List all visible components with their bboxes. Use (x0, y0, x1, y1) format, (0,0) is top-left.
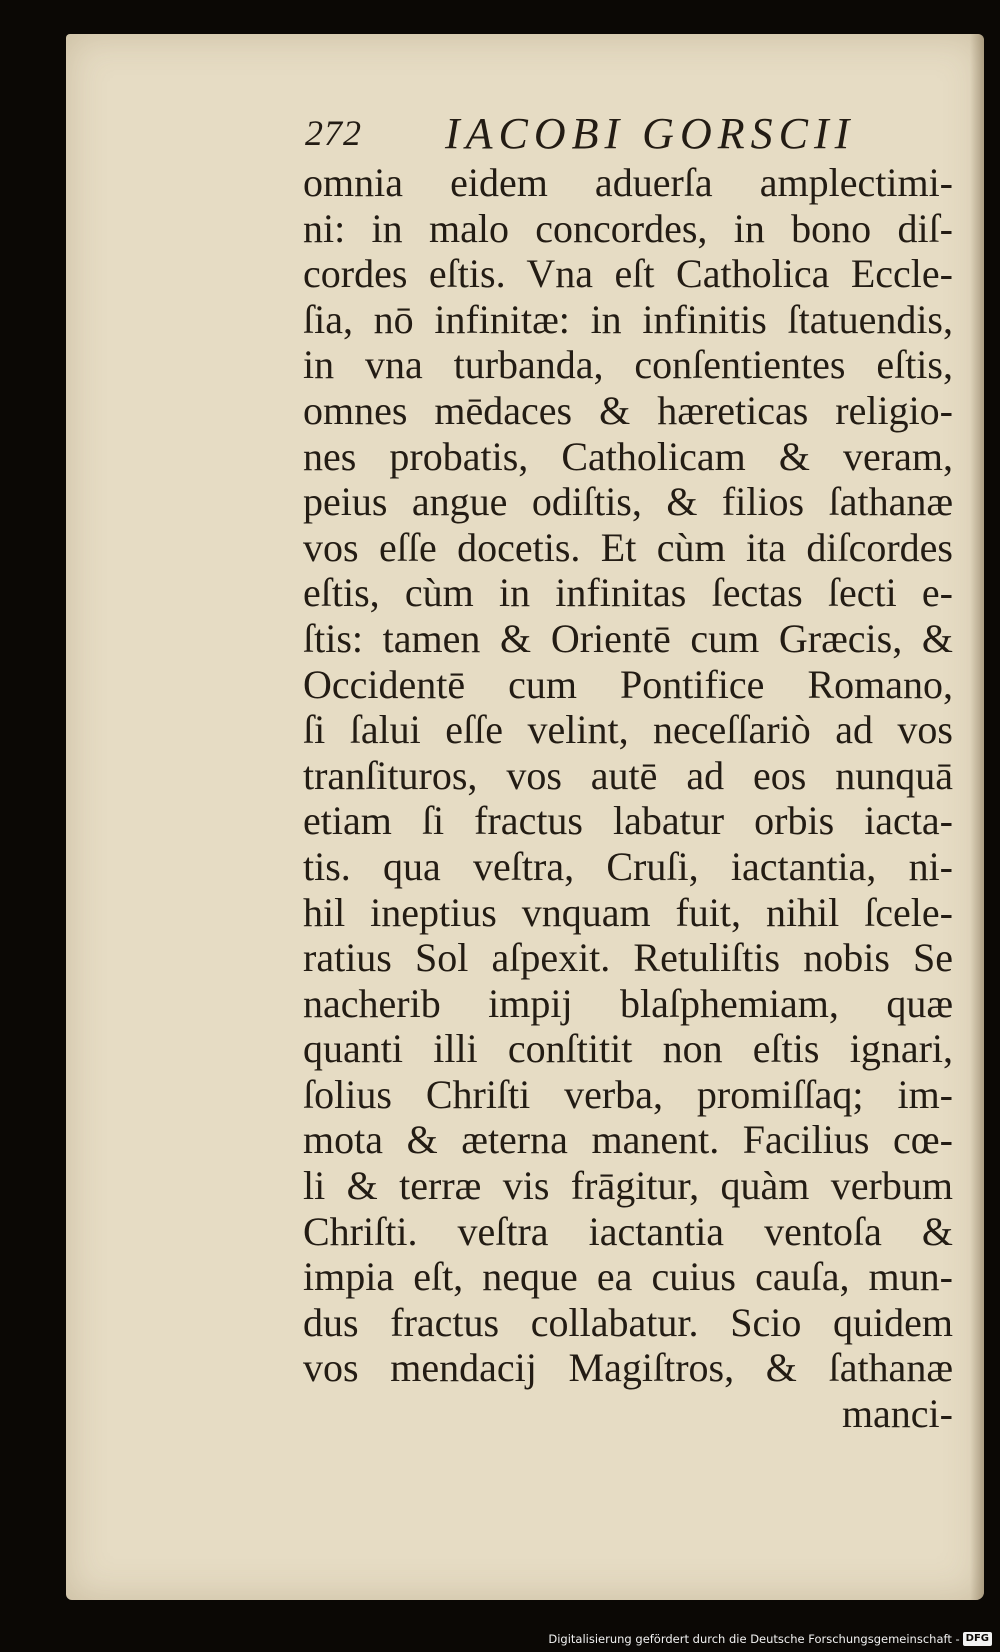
text-line: etiam ſi fractus labatur orbis iacta- (303, 798, 953, 844)
text-line: hil ineptius vnquam fuit, nihil ſcele- (303, 889, 953, 935)
text-line: ratius Sol aſpexit. Retuliſtis nobis Se (303, 935, 953, 981)
text-line: vos eſſe docetis. Et cùm ita diſcordes (303, 524, 953, 570)
text-line: ſia, nō infinitæ: in infinitis ſtatuendis, (303, 296, 953, 342)
text-line: nes probatis, Catholicam & veram, (303, 433, 953, 479)
text-line: omnia eidem aduerſa amplectimi- (303, 160, 953, 205)
catchword: manci- (841, 1391, 953, 1437)
text-line: tis. qua veſtra, Cruſi, iactantia, ni- (303, 843, 953, 889)
text-line: ſolius Chriſti verba, promiſſaq; im- (303, 1071, 953, 1117)
digitization-credit (548, 1630, 992, 1648)
text-line: cordes eſtis. Vna eſt Catholica Eccle- (303, 251, 953, 297)
text-line: impia eſt, neque ea cuius cauſa, mun- (303, 1254, 953, 1300)
dfg-logo: DFG (963, 1632, 992, 1646)
text-line: dus fractus collabatur. Scio quidem (303, 1299, 953, 1345)
text-line: quanti illi conſtitit non eſtis ignari, (303, 1026, 953, 1072)
text-line: ni: in malo concordes, in bono diſ- (303, 205, 953, 251)
text-line: in vna turbanda, conſentientes eſtis, (303, 342, 953, 388)
running-head: IACOBI GORSCII (445, 109, 856, 158)
text-line: omnes mēdaces & hæreticas religio- (303, 387, 953, 433)
text-block (303, 160, 953, 1437)
text-line: mota & æterna manent. Facilius cœ- (303, 1117, 953, 1163)
text-line: nacherib impij blaſphemiam, quæ (303, 980, 953, 1026)
text-line: Occidentē cum Pontifice Romano, (303, 661, 953, 707)
text-line: ſi ſalui eſſe velint, neceſſariò ad vos (303, 707, 953, 753)
text-line: tranſituros, vos autē ad eos nunquā (303, 752, 953, 798)
text-line: Chriſti. veſtra iactantia ventoſa & (303, 1208, 953, 1254)
text-line: li & terræ vis frāgitur, quàm verbum (303, 1163, 953, 1209)
text-line: eſtis, cùm in infinitas ſectas ſecti e- (303, 570, 953, 616)
text-line: vos mendacij Magiſtros, & ſathanæ (303, 1345, 953, 1391)
page-edge-shadow (970, 34, 984, 1600)
text-line: peius angue odiſtis, & filios ſathanæ (303, 479, 953, 525)
credit-text: Digitalisierung gefördert durch die Deutsche Forschungsgemeinschaft - (548, 1632, 960, 1646)
text-line: ſtis: tamen & Orientē cum Græcis, & (303, 615, 953, 661)
page-header (305, 108, 865, 158)
page-number: 272 (305, 113, 362, 153)
